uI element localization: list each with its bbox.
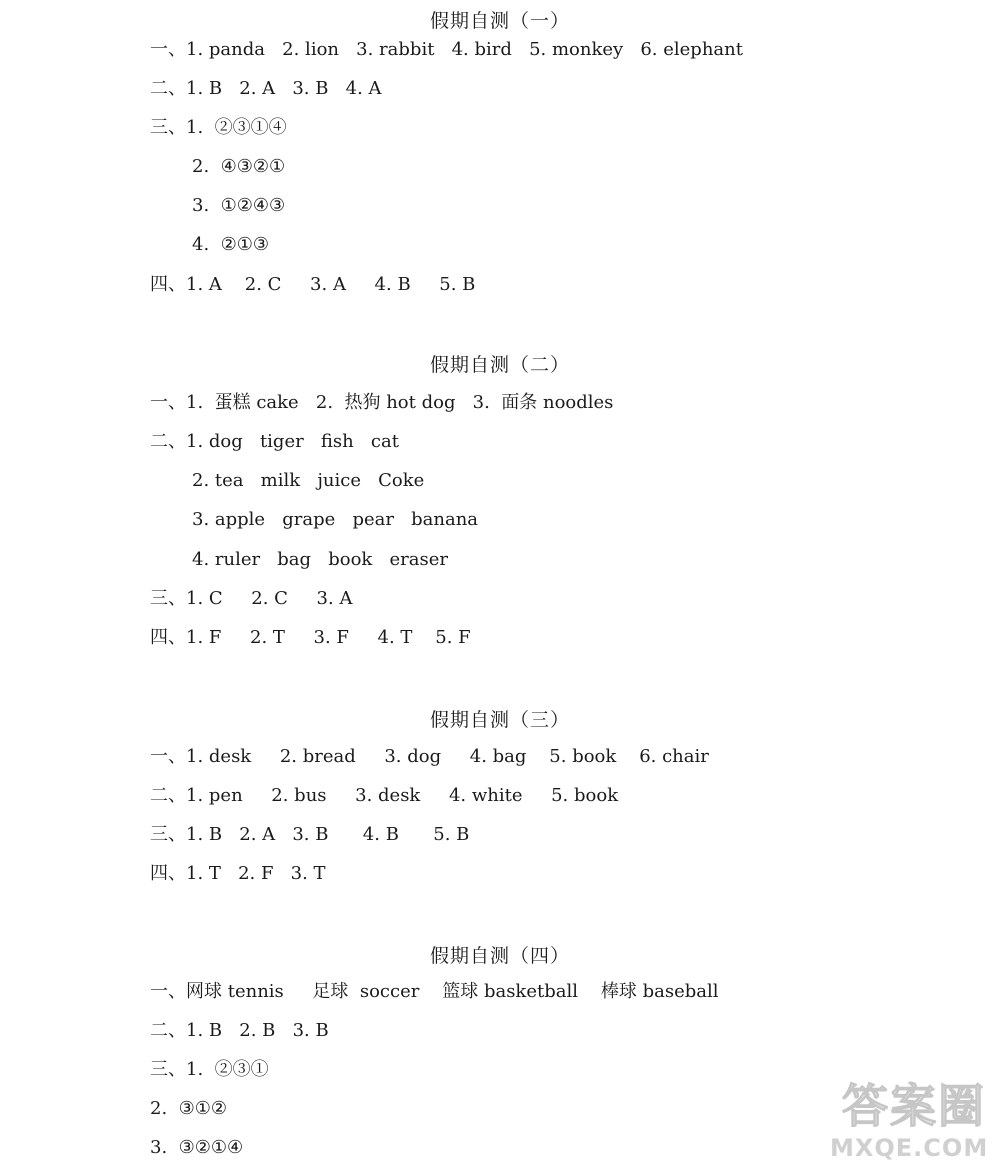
s2-line-3: 2. tea milk juice Coke [192,470,425,491]
s2-line-1: 一、1. 蛋糕 cake 2. 热狗 hot dog 3. 面条 noodles [150,392,614,413]
s1-line-5: 3. ①②④③ [192,195,286,216]
section-title-3: 假期自测（三） [429,709,570,731]
s2-line-5: 4. ruler bag book eraser [192,549,448,570]
s4-line-1: 一、网球 tennis 足球 soccer 篮球 basketball 棒球 baseball [150,981,719,1002]
section-title-4: 假期自测（四） [429,945,570,967]
section-title-2: 假期自测（二） [429,354,570,376]
watermark-logo [822,1070,992,1162]
s1-line-2: 二、1. B 2. A 3. B 4. A [150,78,382,99]
s1-line-3: 三、1. ②③①④ [150,117,287,138]
s4-line-5: 3. ③②①④ [150,1137,244,1158]
s2-line-2: 二、1. dog tiger fish cat [150,431,399,452]
s3-line-3: 三、1. B 2. A 3. B 4. B 5. B [150,824,470,845]
s3-line-2: 二、1. pen 2. bus 3. desk 4. white 5. book [150,785,619,806]
section-title-1: 假期自测（一） [429,10,570,32]
s4-line-3: 三、1. ②③① [150,1059,269,1080]
s2-line-4: 3. apple grape pear banana [192,509,479,530]
s3-line-1: 一、1. desk 2. bread 3. dog 4. bag 5. book 6. chair [150,746,709,767]
s1-line-7: 四、1. A 2. C 3. A 4. B 5. B [150,274,476,295]
s2-line-7: 四、1. F 2. T 3. F 4. T 5. F [150,627,471,648]
s4-line-4: 2. ③①② [150,1098,228,1119]
s1-line-4: 2. ④③②① [192,156,286,177]
s1-line-1: 一、1. panda 2. lion 3. rabbit 4. bird 5. monkey 6. elephant [150,39,743,60]
watermark-bottom-text: MXQE.COM [830,1134,989,1162]
s2-line-6: 三、1. C 2. C 3. A [150,588,353,609]
watermark-top-text: 答案圈 [842,1079,986,1133]
s4-line-2: 二、1. B 2. B 3. B [150,1020,329,1041]
s1-line-6: 4. ②①③ [192,234,270,255]
s3-line-4: 四、1. T 2. F 3. T [150,863,326,884]
